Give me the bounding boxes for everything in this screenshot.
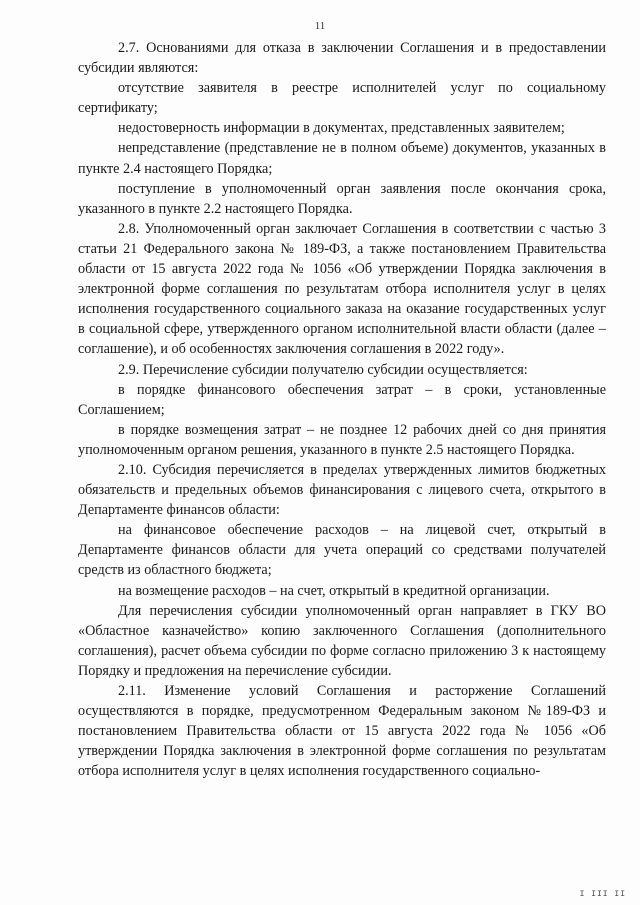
paragraph-refusal-reason-documents: непредставление (представление не в полном объеме) документов, указанных в пункте 2.4 настоящего Порядка; — [78, 140, 606, 177]
paragraph-2-7: 2.7. Основаниями для отказа в заключении Соглашения и в предоставлении субсидии являются: — [78, 40, 606, 77]
paragraph-expense-financing: на финансовое обеспечение расходов – на лицевой счет, открытый в Департаменте финансов области для учета операций со средствами получателей средств из областного бюджета; — [78, 522, 606, 579]
paragraph-refusal-reason-unreliable: недостоверность информации в документах, представленных заявителем; — [118, 120, 565, 137]
paragraph-expense-reimbursement: на возмещение расходов – на счет, открытый в кредитной организации. — [118, 582, 550, 599]
paragraph-2-10: 2.10. Субсидия перечисляется в пределах утвержденных лимитов бюджетных обязательств и предельных объемов финансирования с лицевого счета, открытого в Департаменте финансов области: — [78, 461, 606, 519]
page-number: 11 — [314, 20, 326, 32]
paragraph-2-9: 2.9. Перечисление субсидии получателю субсидии осуществляется: — [118, 361, 528, 378]
paragraph-refusal-reason-registry: отсутствие заявителя в реестре исполнителей услуг по социальному сертификату; — [78, 80, 606, 117]
paragraph-financing-order: в порядке финансового обеспечения затрат – в сроки, установленные Соглашением; — [78, 381, 606, 418]
paragraph-treasury-transfer: Для перечисления субсидии уполномоченный орган направляет в ГКУ ВО «Областное казначейство» копию заключенного Соглашения (дополнительного соглашения), расчет объема субсидии по форме согласно приложению 3 к настоящему Порядку и предложения на перечисление субсидии. — [78, 602, 606, 679]
paragraph-refusal-reason-deadline: поступление в уполномоченный орган заявления после окончания срока, указанного в пункте 2.2 настоящего Порядка. — [78, 180, 606, 217]
footer-mark: I III II — [579, 890, 626, 899]
document-body — [78, 38, 606, 781]
paragraph-2-8: 2.8. Уполномоченный орган заключает Соглашения в соответствии с частью 3 статьи 21 Федерального закона № 189-ФЗ, а также постановлением Правительства области от 15 августа 2022 года № 1056 «Об утверждении Порядка заключения в электронной форме соглашения по результатам отбора исполнителя услуг в целях исполнения государственного социального заказа на оказание государственных услуг в социальной сфере, утвержденного органом исполнительной власти области (далее – соглашение), и об особенностях заключения соглашения в 2022 году». — [78, 220, 606, 358]
paragraph-reimbursement-order: в порядке возмещения затрат – не позднее 12 рабочих дней со дня принятия уполномоченным органом решения, указанного в пункте 2.5 настоящего Порядка. — [78, 421, 606, 458]
paragraph-2-11: 2.11. Изменение условий Соглашения и расторжение Соглашений осуществляются в порядке, предусмотренном Федеральным законом №189-ФЗ и постановлением Правительства области от 15 августа 2022 года № 1056 «Об утверждении Порядка заключения в электронной форме соглашения по результатам отбора исполнителя услуг в целях исполнения государственного социально- — [78, 683, 606, 780]
